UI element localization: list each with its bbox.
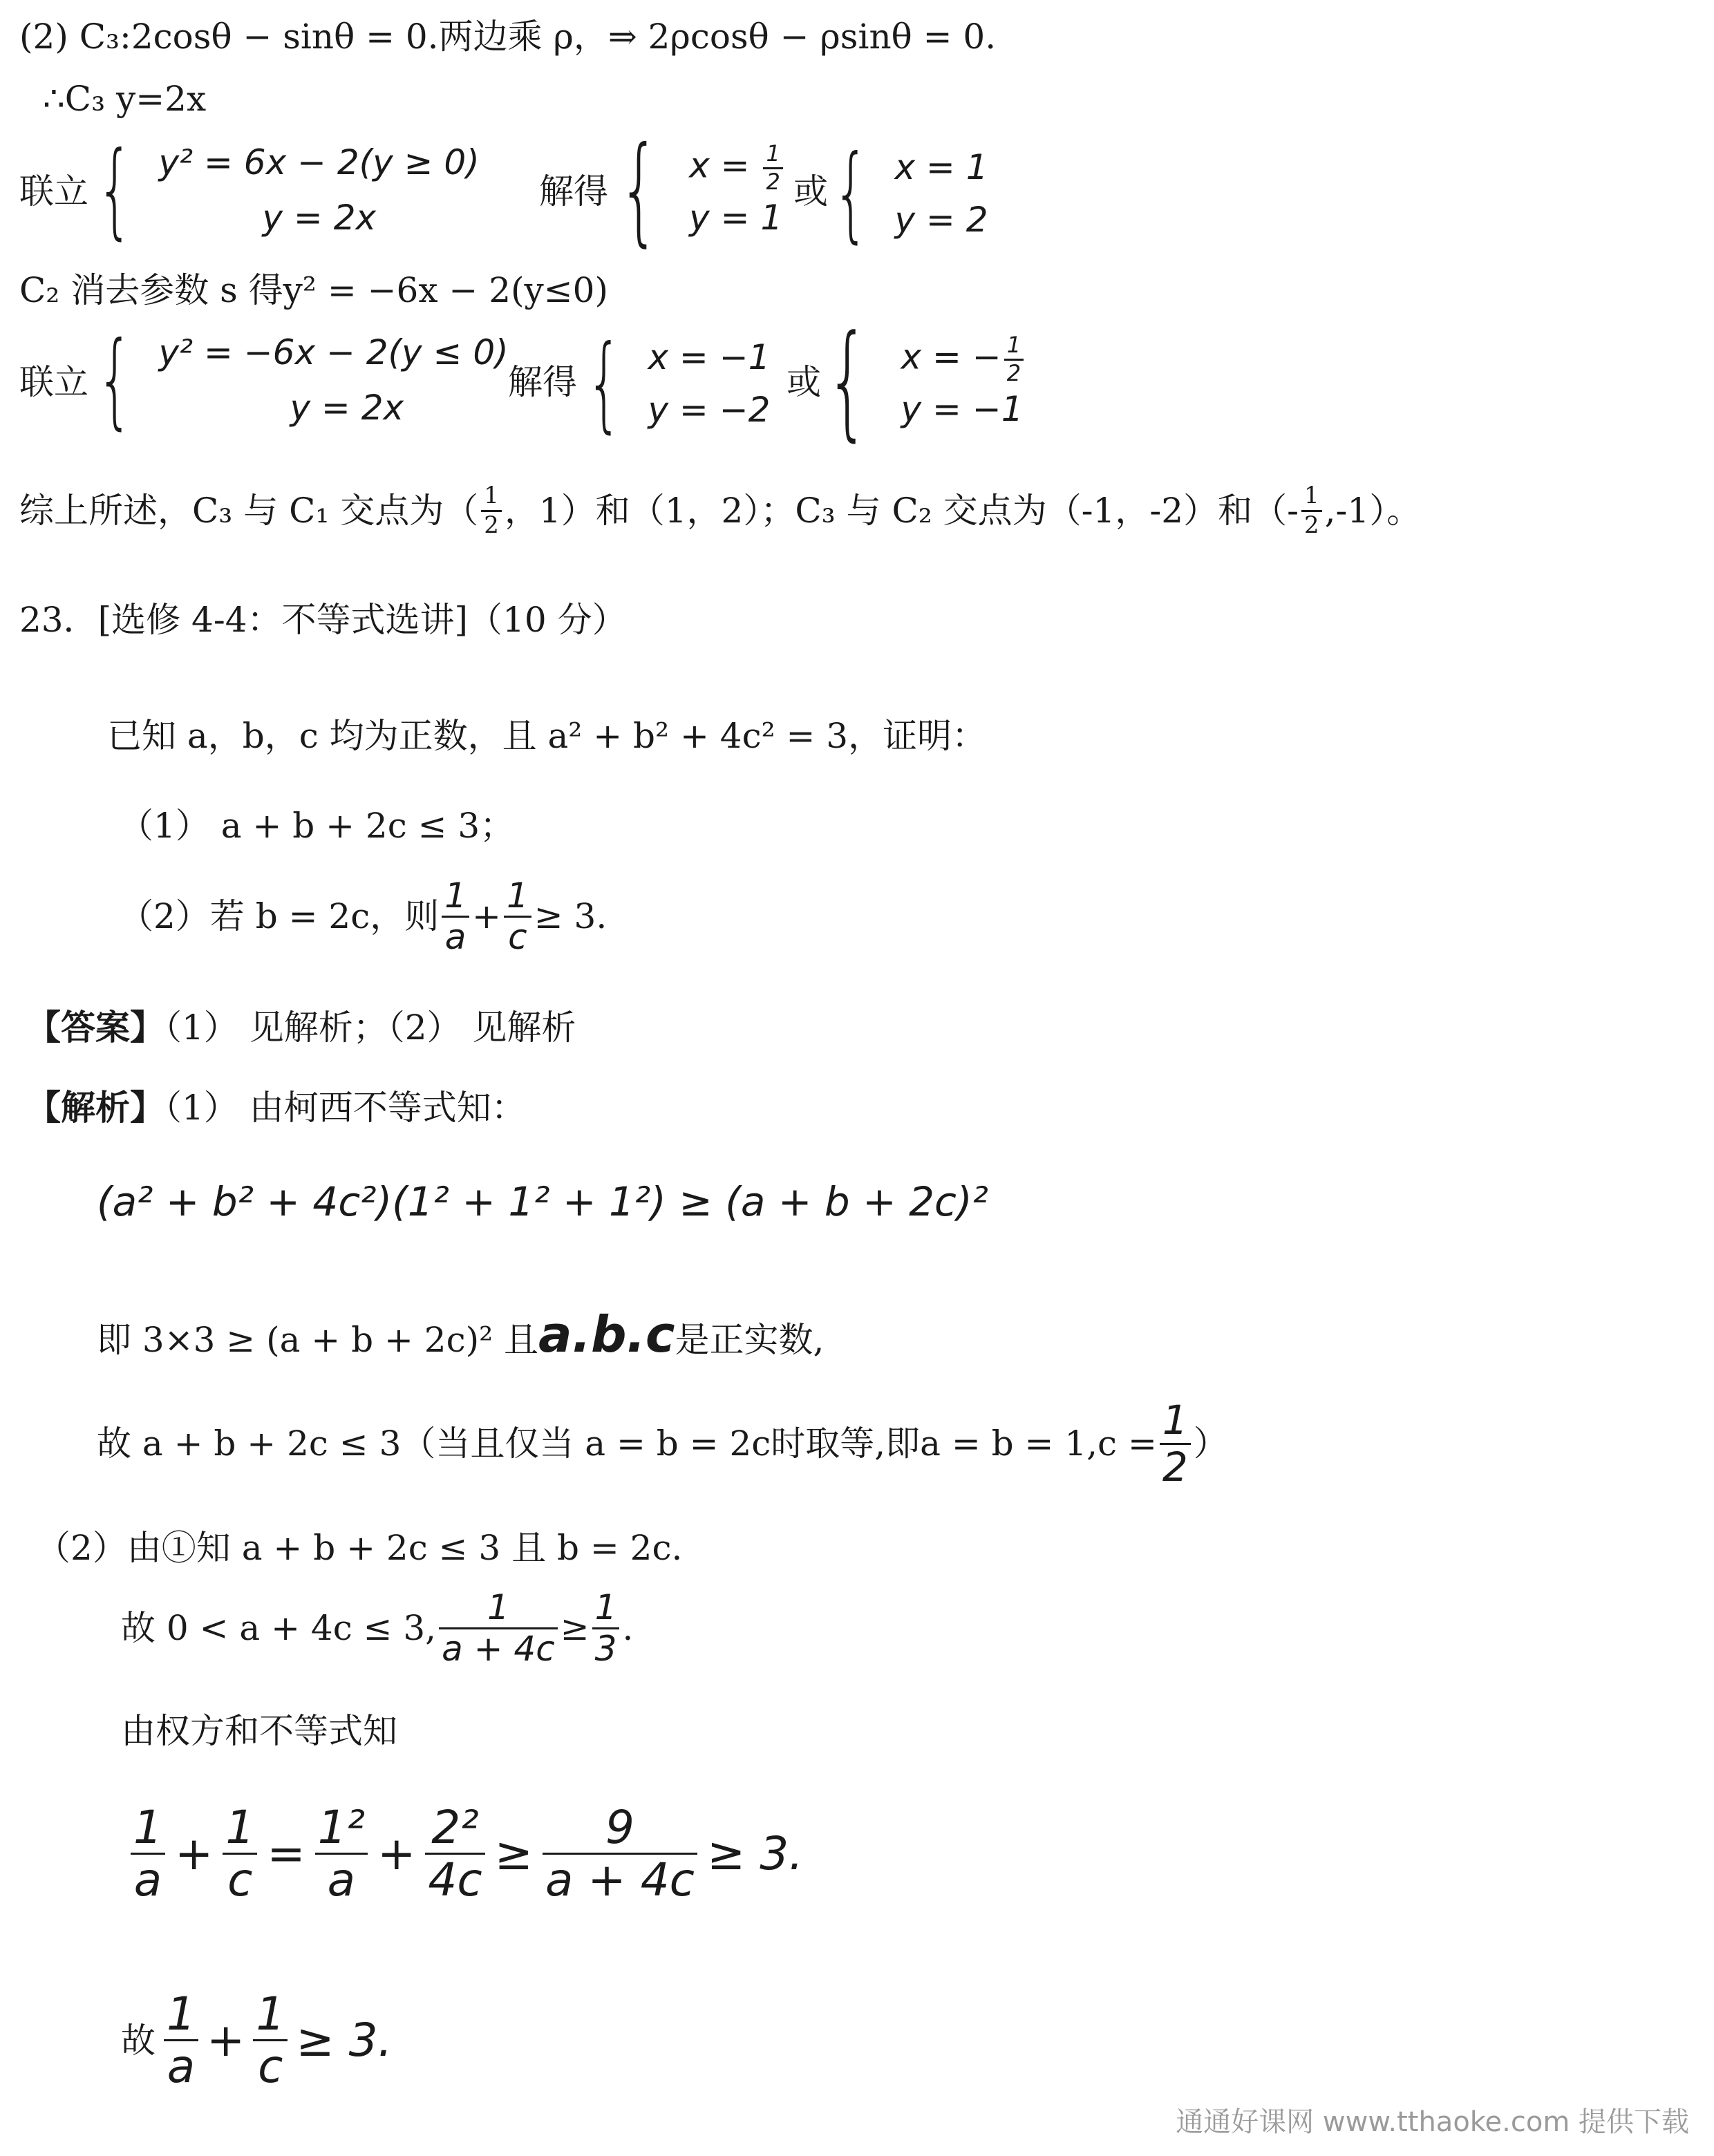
solution-line-c3-cartesian: ∴C₃ y=2x <box>43 79 207 119</box>
question-23-part1: （1） a + b + 2c ≤ 3； <box>119 806 515 846</box>
system1-prefix: 联立 <box>19 171 88 211</box>
system2-solution-b-brace: { <box>826 309 869 453</box>
solution-line-c3-polar: (2) C₃:2cosθ − sinθ = 0.两边乘 ρ，⇒ 2ρcosθ − ρsinθ = 0. <box>19 17 997 57</box>
system2-prefix: 联立 <box>19 362 88 402</box>
system2-solution-a <box>586 323 771 444</box>
question-23-title: 23．[选修 4-4：不等式选讲]（10 分） <box>19 600 627 640</box>
fraction-1-over-c: $\frac{1}{c}$ <box>223 1804 257 1904</box>
fraction-1-over-a: $\frac{1}{a}$ <box>131 1804 165 1904</box>
fraction-1sq-over-a: $\frac{\text{1²}}{a}$ <box>315 1804 368 1904</box>
system1-eq1: y² = 6x − 2(y ≥ 0) <box>158 142 480 182</box>
conclusion-line: 故 $\frac{1}{a}$ + $\frac{1}{c}$ ≥ 3. <box>121 1987 393 2094</box>
system2-eq1: y² = −6x − 2(y ≤ 0) <box>158 332 509 372</box>
fraction-9-over-a-plus-4c: $\frac{9}{a + 4c}$ <box>543 1804 697 1904</box>
part2-bound: 故 0 < a + 4c ≤ 3, $\frac{1}{a + 4c}$ ≥ $\frac{1}{3}$ . <box>121 1587 634 1669</box>
system1-solution-a <box>619 122 786 258</box>
system2-solve-label: 解得 <box>508 362 577 402</box>
system1-sol-a-x: x = $\frac{1}{2}$ <box>689 142 786 193</box>
answer-line <box>26 1007 576 1048</box>
c2-elimination-line: C₂ 消去参数 s 得y² = −6x − 2(y≤0) <box>19 270 608 310</box>
system2-or: 或 <box>787 362 821 402</box>
abc-variables: a.b.c <box>538 1305 675 1363</box>
system1-eq2: y = 2x <box>262 198 377 238</box>
system1-sol-b-x: x = 1 <box>894 147 988 187</box>
system2-sol-b-y: y = −1 <box>901 389 1024 430</box>
fraction-half: $\frac{1}{2}$ <box>1160 1399 1191 1488</box>
system1-solution-a-brace: { <box>619 122 660 258</box>
fraction-1-over-c: $\frac{1}{c}$ <box>253 1990 288 2091</box>
system1-equations <box>97 130 480 250</box>
analysis-line <box>26 1087 526 1128</box>
cauchy-inequality: (a² + b² + 4c²)(1² + 1² + 1²) ≥ (a + b + 2c)² <box>97 1178 988 1225</box>
system2-sol-a-y: y = −2 <box>648 390 771 430</box>
analysis-text: （1） 由柯西不等式知： <box>164 1088 526 1128</box>
answer-label: 【答案】 <box>26 1007 164 1048</box>
system2-solution-b <box>826 309 1026 453</box>
fraction-half: $\frac{1}{2}$ <box>1301 484 1322 538</box>
system1-solve-label: 解得 <box>539 171 608 211</box>
system2-equations <box>97 320 509 440</box>
question-23-given: 已知 a，b，c 均为正数，且 a² + b² + 4c² = 3，证明： <box>107 716 987 756</box>
weighted-power-mean-intro: 由权方和不等式知 <box>121 1711 397 1751</box>
system1-solution-b-brace: { <box>833 133 869 254</box>
system2-sol-b-x: x = − $\frac{1}{2}$ <box>901 334 1027 385</box>
system2-sol-a-x: x = −1 <box>648 337 771 377</box>
fraction-half: $\frac{1}{2}$ <box>1004 334 1024 385</box>
fraction-1-over-a-plus-4c: $\frac{1}{a + 4c}$ <box>439 1589 558 1667</box>
part2-intro: （2）由①知 a + b + 2c ≤ 3 且 b = 2c. <box>36 1528 683 1568</box>
system1-sol-a-y: y = 1 <box>689 198 783 238</box>
fraction-1-over-c: $\frac{1}{c}$ <box>504 878 531 955</box>
weighted-inequality: $\frac{1}{a}$ + $\frac{1}{c}$ = $\frac{\text{1²}}{a}$ + $\frac{\text{2²}}{4c}$ ≥ $\frac{9}{a + 4c}$ ≥ 3. <box>128 1804 803 1904</box>
fraction-1-over-a: $\frac{1}{a}$ <box>442 878 469 955</box>
system1-or: 或 <box>793 171 828 211</box>
system2-solution-a-brace: { <box>586 323 623 444</box>
watermark: 通通好课网 www.tthaoke.com 提供下载 <box>1176 2106 1689 2138</box>
fraction-half: $\frac{1}{2}$ <box>763 142 782 193</box>
answer-text: （1） 见解析；（2） 见解析 <box>164 1008 576 1048</box>
system1-solution-b <box>833 133 988 254</box>
line-ji: 即 3×3 ≥ (a + b + 2c)² 且 a.b.c 是正实数, <box>97 1305 825 1363</box>
fraction-2sq-over-4c: $\frac{\text{2²}}{4c}$ <box>425 1804 484 1904</box>
system1-sol-b-y: y = 2 <box>894 200 988 240</box>
system1-brace: { <box>97 130 133 250</box>
fraction-1-over-a: $\frac{1}{a}$ <box>164 1990 198 2091</box>
fraction-1-over-3: $\frac{1}{3}$ <box>592 1589 620 1667</box>
analysis-label: 【解析】 <box>26 1087 164 1128</box>
question-23-part2: （2）若 b = 2c，则 $\frac{1}{a}$ + $\frac{1}{c}$ ≥ 3. <box>119 876 608 957</box>
line-gu-equality: 故 a + b + 2c ≤ 3（当且仅当 a = b = 2c时取等,即a = b = 1,c = $\frac{1}{2}$ ） <box>97 1397 1228 1491</box>
system2-brace: { <box>97 320 133 440</box>
system2-eq2: y = 2x <box>290 388 404 428</box>
fraction-half: $\frac{1}{2}$ <box>481 484 502 538</box>
summary-line: 综上所述，C₃ 与 C₁ 交点为（ $\frac{1}{2}$ ，1）和（1，2）；C₃ 与 C₂ 交点为（-1，-2）和（- $\frac{1}{2}$ ,-1）。 <box>19 482 1422 539</box>
